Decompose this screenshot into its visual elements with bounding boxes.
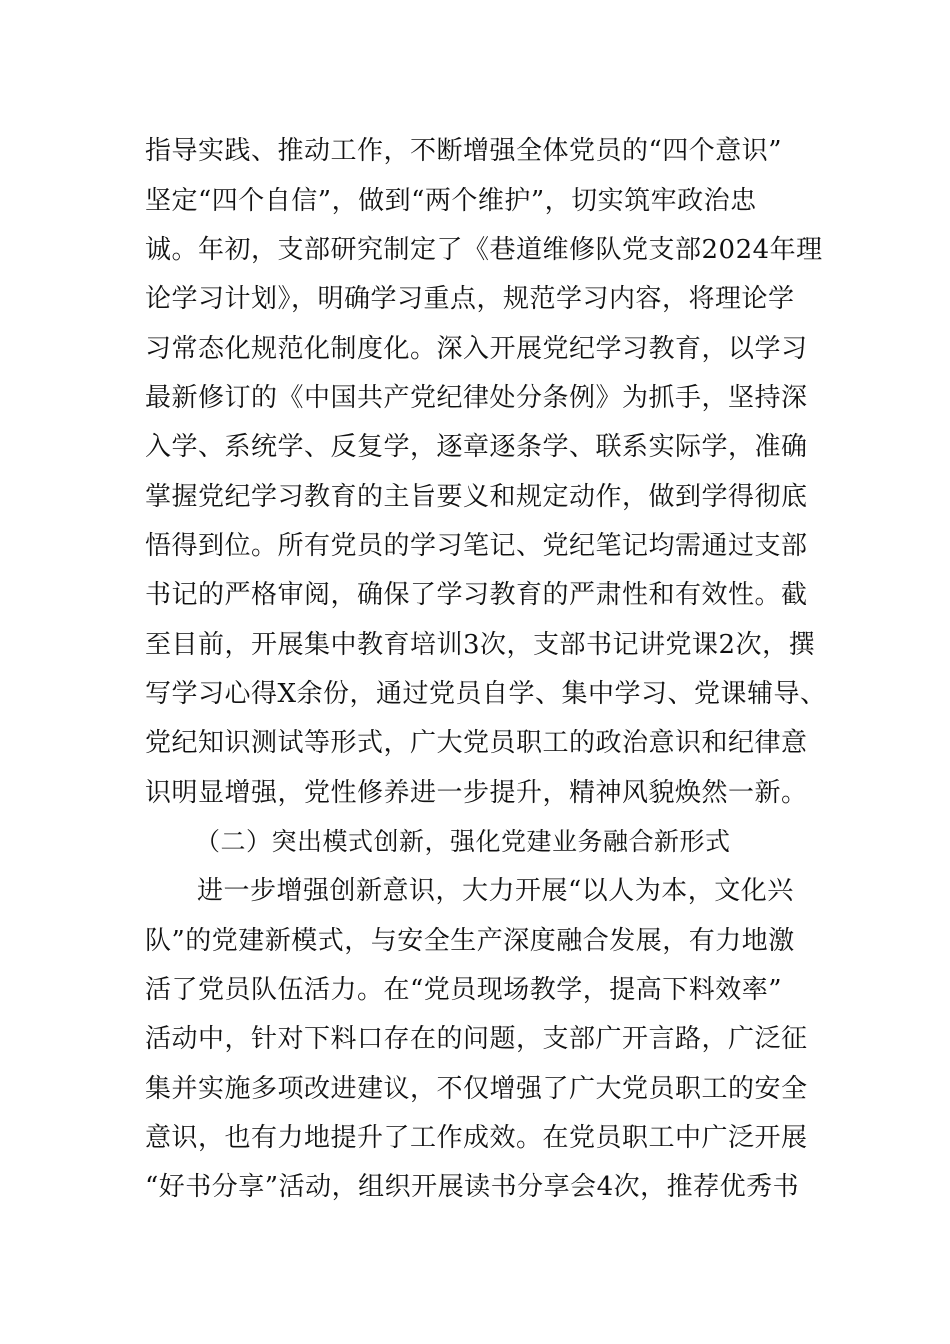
text-line: 集并实施多项改进建议，不仅增强了广大党员职工的安全: [145, 1074, 808, 1104]
text-line: 进一步增强创新意识，大力开展“以人为本，文化兴: [197, 876, 794, 906]
section-heading: （二）突出模式创新，强化党建业务融合新形式: [195, 827, 731, 856]
text-line: 指导实践、推动工作，不断增强全体党员的“四个意识”: [145, 136, 783, 166]
text-line: “好书分享”活动，组织开展读书分享会4次，推荐优秀书: [145, 1172, 800, 1202]
text-line: 入学、系统学、反复学，逐章逐条学、联系实际学，准确: [145, 432, 808, 462]
text-line: 意识，也有力地提升了工作成效。在党员职工中广泛开展: [145, 1123, 808, 1153]
text-line: 党纪知识测试等形式，广大党员职工的政治意识和纪律意: [145, 728, 808, 758]
text-line: 掌握党纪学习教育的主旨要义和规定动作，做到学得彻底: [145, 482, 808, 512]
text-line: 习常态化规范化制度化。深入开展党纪学习教育，以学习: [145, 334, 808, 364]
text-line: 写学习心得X余份，通过党员自学、集中学习、党课辅导、: [145, 679, 827, 709]
text-line: 诚。年初，支部研究制定了《巷道维修队党支部2024年理: [145, 235, 823, 265]
text-line: 最新修订的《中国共产党纪律处分条例》为抓手，坚持深: [145, 383, 808, 413]
text-line: 书记的严格审阅，确保了学习教育的严肃性和有效性。截: [145, 580, 808, 610]
text-line: 悟得到位。所有党员的学习笔记、党纪笔记均需通过支部: [145, 531, 808, 561]
text-line: 坚定“四个自信”，做到“两个维护”，切实筑牢政治忠: [145, 186, 757, 216]
text-line: 活动中，针对下料口存在的问题，支部广开言路，广泛征: [145, 1024, 808, 1054]
text-line: 至目前，开展集中教育培训3次，支部书记讲党课2次，撰: [145, 630, 816, 660]
text-line: 队”的党建新模式，与安全生产深度融合发展，有力地激: [145, 926, 795, 956]
text-line: 论学习计划》，明确学习重点，规范学习内容，将理论学: [145, 284, 795, 314]
text-line: 识明显增强，党性修养进一步提升，精神风貌焕然一新。: [145, 778, 808, 808]
text-line: 活了党员队伍活力。在“党员现场教学，提高下料效率”: [145, 975, 783, 1005]
